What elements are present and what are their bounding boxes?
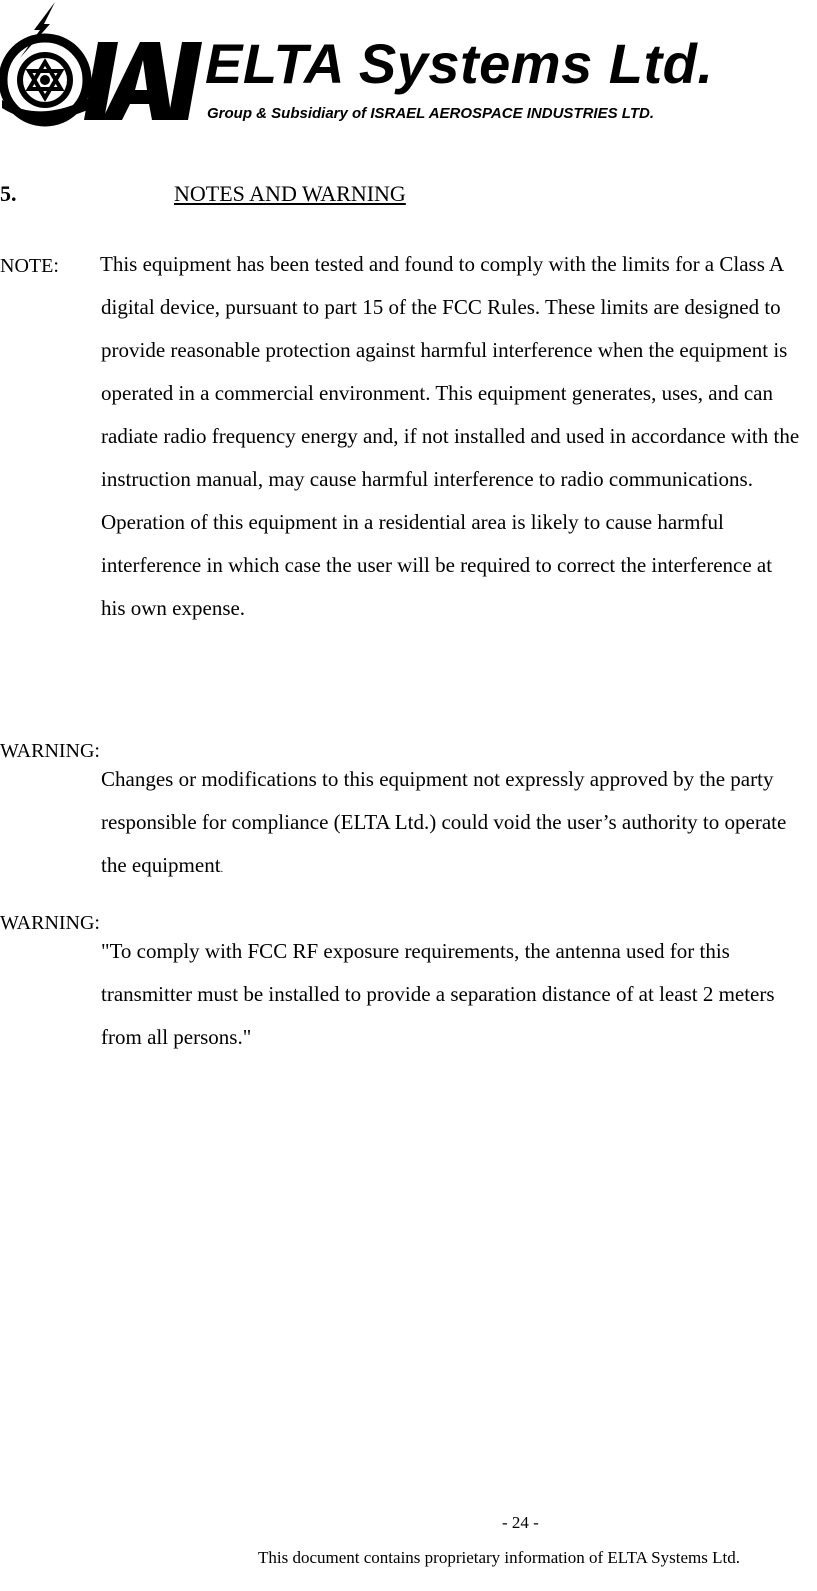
warning-2-label: WARNING: [0,912,100,934]
warning-2-body: "To comply with FCC RF exposure requirements, the antenna used for this transmitter must be installed to provide a separation distance of at least 2 meters from all persons." [101,939,775,1049]
note-label: NOTE: [0,255,59,277]
iai-emblem-icon [0,0,205,130]
warning-1-text [101,758,807,891]
company-name: ELTA Systems Ltd. [205,32,714,95]
warning-1-trailing: . [220,864,224,875]
warning-2-text [101,930,807,1059]
note-text [101,243,801,630]
warning-1-body: Changes or modifications to this equipment not expressly approved by the party responsible for compliance (ELTA Ltd.) could void the user’s authority to operate the equipment [101,767,787,877]
page-number: - 24 - [502,1513,539,1532]
proprietary-note: This document contains proprietary information of ELTA Systems Ltd. [258,1548,740,1567]
warning-1-label: WARNING: [0,740,100,762]
company-logo [0,0,740,130]
note-body: This equipment has been tested and found to comply with the limits for a Class A digital device, pursuant to part 15 of the FCC Rules. These limits are designed to provide reasonable protection against harmful interference when the equipment is operated in a commercial environment. This equipment generates, uses, and can radiate radio frequency energy and, if not installed and used in accordance with the instruction manual, may cause harmful interference to radio communications. Operation of this equipment in a residential area is likely to cause harmful interference in which case the user will be required to correct the interference at his own expense. [100,252,800,620]
section-title: NOTES AND WARNING [174,181,406,206]
section-number: 5. [0,181,17,206]
company-subtitle: Group & Subsidiary of ISRAEL AEROSPACE INDUSTRIES LTD. [207,105,654,122]
